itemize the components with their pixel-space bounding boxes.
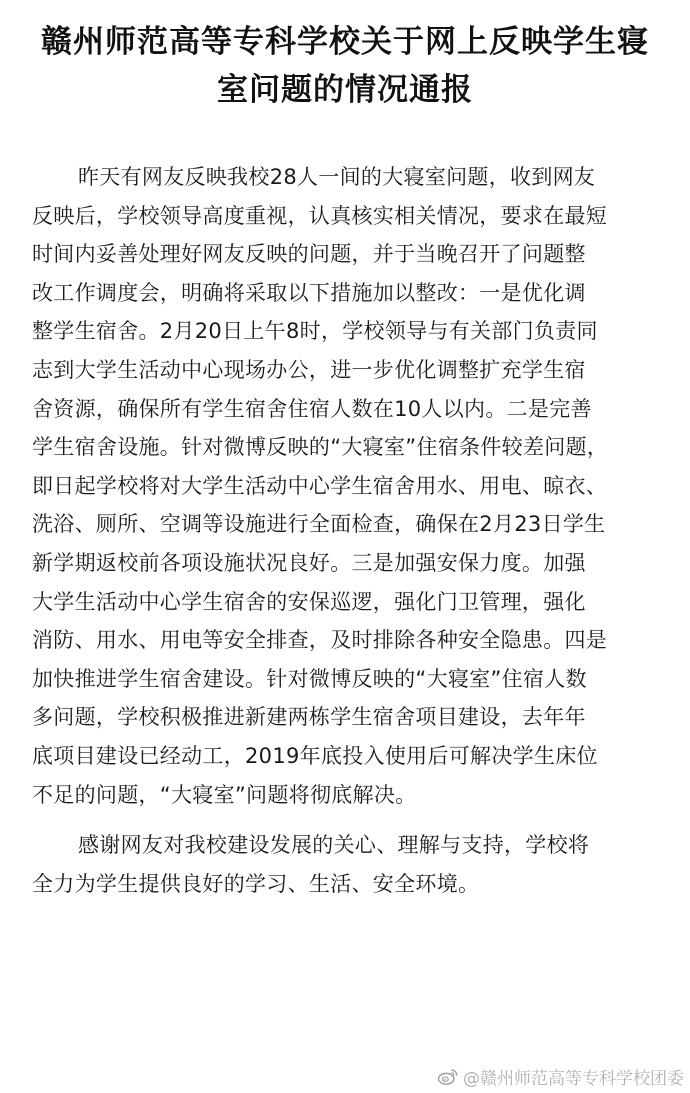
text-line: 新学期返校前各项设施状况良好。三是加强安保力度。加强 xyxy=(32,550,586,575)
text-line: 反映后，学校领导高度重视，认真核实相关情况，要求在最短 xyxy=(32,203,608,228)
text-line: 感谢网友对我校建设发展的关心、理解与支持，学校将 xyxy=(78,833,590,858)
watermark-text: @赣州师范高等专科学校团委 xyxy=(463,1069,684,1089)
weibo-icon xyxy=(437,1068,459,1086)
text-line: 不足的问题，“大寝室”问题将彻底解决。 xyxy=(32,782,417,807)
paragraph-thanks xyxy=(32,826,662,903)
title-line-1: 赣州师范高等专科学校关于网上反映学生寝 xyxy=(41,24,649,60)
text-line: 大学生活动中心学生宿舍的安保巡逻，强化门卫管理，强化 xyxy=(32,589,586,614)
paragraph-measures xyxy=(32,158,662,814)
text-line: 舍资源，确保所有学生宿舍住宿人数在10人以内。二是完善 xyxy=(32,396,592,421)
text-line: 昨天有网友反映我校28人一间的大寝室问题，收到网友 xyxy=(78,165,596,189)
text-line: 时间内妥善处理好网友反映的问题，并于当晚召开了问题整 xyxy=(32,242,586,267)
text-line: 消防、用水、用电等安全排查，及时排除各种安全隐患。四是 xyxy=(32,628,608,653)
text-line: 学生宿舍设施。针对微博反映的“大寝室”住宿条件较差问题， xyxy=(32,435,609,460)
title-line-2: 室问题的情况通报 xyxy=(217,72,473,108)
text-line: 改工作调度会，明确将采取以下措施加以整改：一是优化调 xyxy=(32,280,586,305)
text-line: 多问题，学校积极推进新建两栋学生宿舍项目建设，去年年 xyxy=(32,705,586,730)
weibo-watermark xyxy=(437,1064,684,1089)
text-line: 志到大学生活动中心现场办公，进一步优化调整扩充学生宿 xyxy=(32,357,586,382)
document-title xyxy=(20,18,670,114)
text-line: 即日起学校将对大学生活动中心学生宿舍用水、用电、晾衣、 xyxy=(32,473,608,498)
document-body xyxy=(32,158,662,903)
text-line: 底项目建设已经动工，2019年底投入使用后可解决学生床位 xyxy=(32,743,598,768)
text-line: 加快推进学生宿舍建设。针对微博反映的“大寝室”住宿人数 xyxy=(32,666,587,691)
text-line: 全力为学生提供良好的学习、生活、安全环境。 xyxy=(32,871,480,896)
text-line: 洗浴、厕所、空调等设施进行全面检查，确保在2月23日学生 xyxy=(32,512,606,537)
text-line: 整学生宿舍。2月20日上午8时，学校领导与有关部门负责同 xyxy=(32,319,598,344)
